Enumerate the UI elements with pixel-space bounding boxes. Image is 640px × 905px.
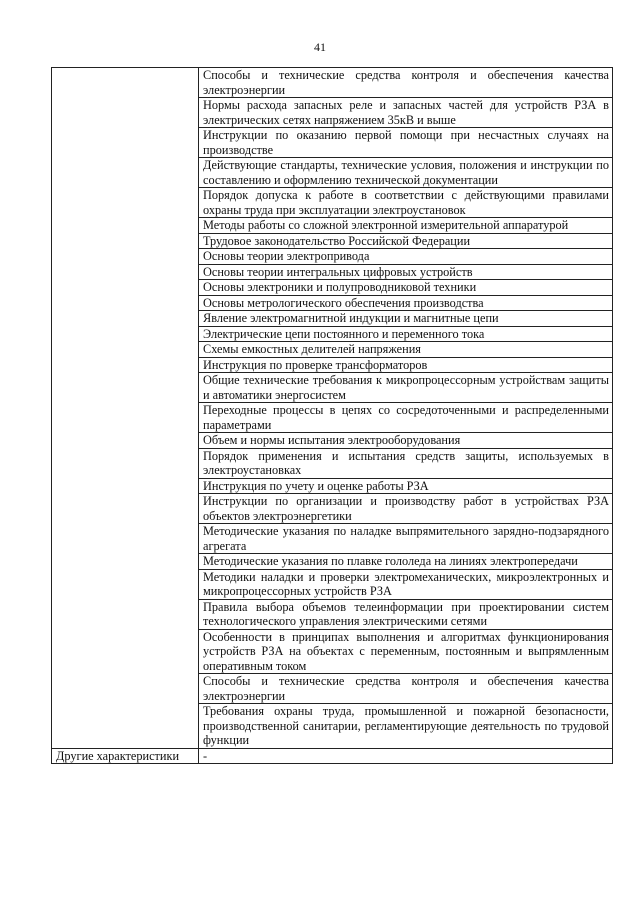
knowledge-item: Порядок применения и испытания средств защиты, используемых в электроустановках <box>199 448 613 478</box>
table-row <box>52 68 613 98</box>
knowledge-table <box>51 67 613 764</box>
knowledge-item: Требования охраны труда, промышленной и пожарной безопасности, производственной санитарии, регламентирующие деятельность по трудовой функции <box>199 704 613 749</box>
knowledge-item: Схемы емкостных делителей напряжения <box>199 342 613 358</box>
knowledge-item: Основы теории электропривода <box>199 249 613 265</box>
knowledge-item: Явление электромагнитной индукции и магнитные цепи <box>199 311 613 327</box>
knowledge-item: Методические указания по наладке выпрямительного зарядно-подзарядного агрегата <box>199 524 613 554</box>
other-characteristics-label: Другие характеристики <box>52 748 199 764</box>
knowledge-item: Порядок допуска к работе в соответствии с действующими правилами охраны труда при эксплуатации электроустановок <box>199 188 613 218</box>
knowledge-item: Правила выбора объемов телеинформации при проектировании систем технологического управления электрическими сетями <box>199 599 613 629</box>
knowledge-item: Инструкции по оказанию первой помощи при несчастных случаях на производстве <box>199 128 613 158</box>
required-knowledge-label-cell <box>52 68 199 749</box>
knowledge-item: Методические указания по плавке гололеда на линиях электропередачи <box>199 554 613 570</box>
knowledge-item: Электрические цепи постоянного и переменного тока <box>199 326 613 342</box>
knowledge-item: Инструкции по организации и производству работ в устройствах РЗА объектов электроэнергетики <box>199 494 613 524</box>
knowledge-item: Нормы расхода запасных реле и запасных частей для устройств РЗА в электрических сетях напряжением 35кВ и выше <box>199 98 613 128</box>
page-number: 41 <box>314 40 326 54</box>
knowledge-item: Основы электроники и полупроводниковой техники <box>199 280 613 296</box>
table-row <box>52 748 613 764</box>
other-characteristics-value: - <box>199 748 613 764</box>
knowledge-item: Основы теории интегральных цифровых устройств <box>199 264 613 280</box>
knowledge-item: Методики наладки и проверки электромеханических, микроэлектронных и микропроцессорных устройств РЗА <box>199 569 613 599</box>
knowledge-item: Переходные процессы в цепях со сосредоточенными и распределенными параметрами <box>199 403 613 433</box>
knowledge-item: Способы и технические средства контроля и обеспечения качества электроэнергии <box>199 68 613 98</box>
knowledge-item: Инструкция по проверке трансформаторов <box>199 357 613 373</box>
knowledge-item: Особенности в принципах выполнения и алгоритмах функционирования устройств РЗА на объектах с переменным, постоянным и выпрямленным оперативным током <box>199 629 613 674</box>
knowledge-item: Методы работы со сложной электронной измерительной аппаратурой <box>199 218 613 234</box>
knowledge-item: Инструкция по учету и оценке работы РЗА <box>199 478 613 494</box>
knowledge-item: Действующие стандарты, технические условия, положения и инструкции по составлению и оформлению технической документации <box>199 158 613 188</box>
knowledge-item: Основы метрологического обеспечения производства <box>199 295 613 311</box>
knowledge-item: Объем и нормы испытания электрооборудования <box>199 433 613 449</box>
knowledge-item: Общие технические требования к микропроцессорным устройствам защиты и автоматики энергосистем <box>199 373 613 403</box>
knowledge-item: Способы и технические средства контроля и обеспечения качества электроэнергии <box>199 674 613 704</box>
knowledge-item: Трудовое законодательство Российской Федерации <box>199 233 613 249</box>
